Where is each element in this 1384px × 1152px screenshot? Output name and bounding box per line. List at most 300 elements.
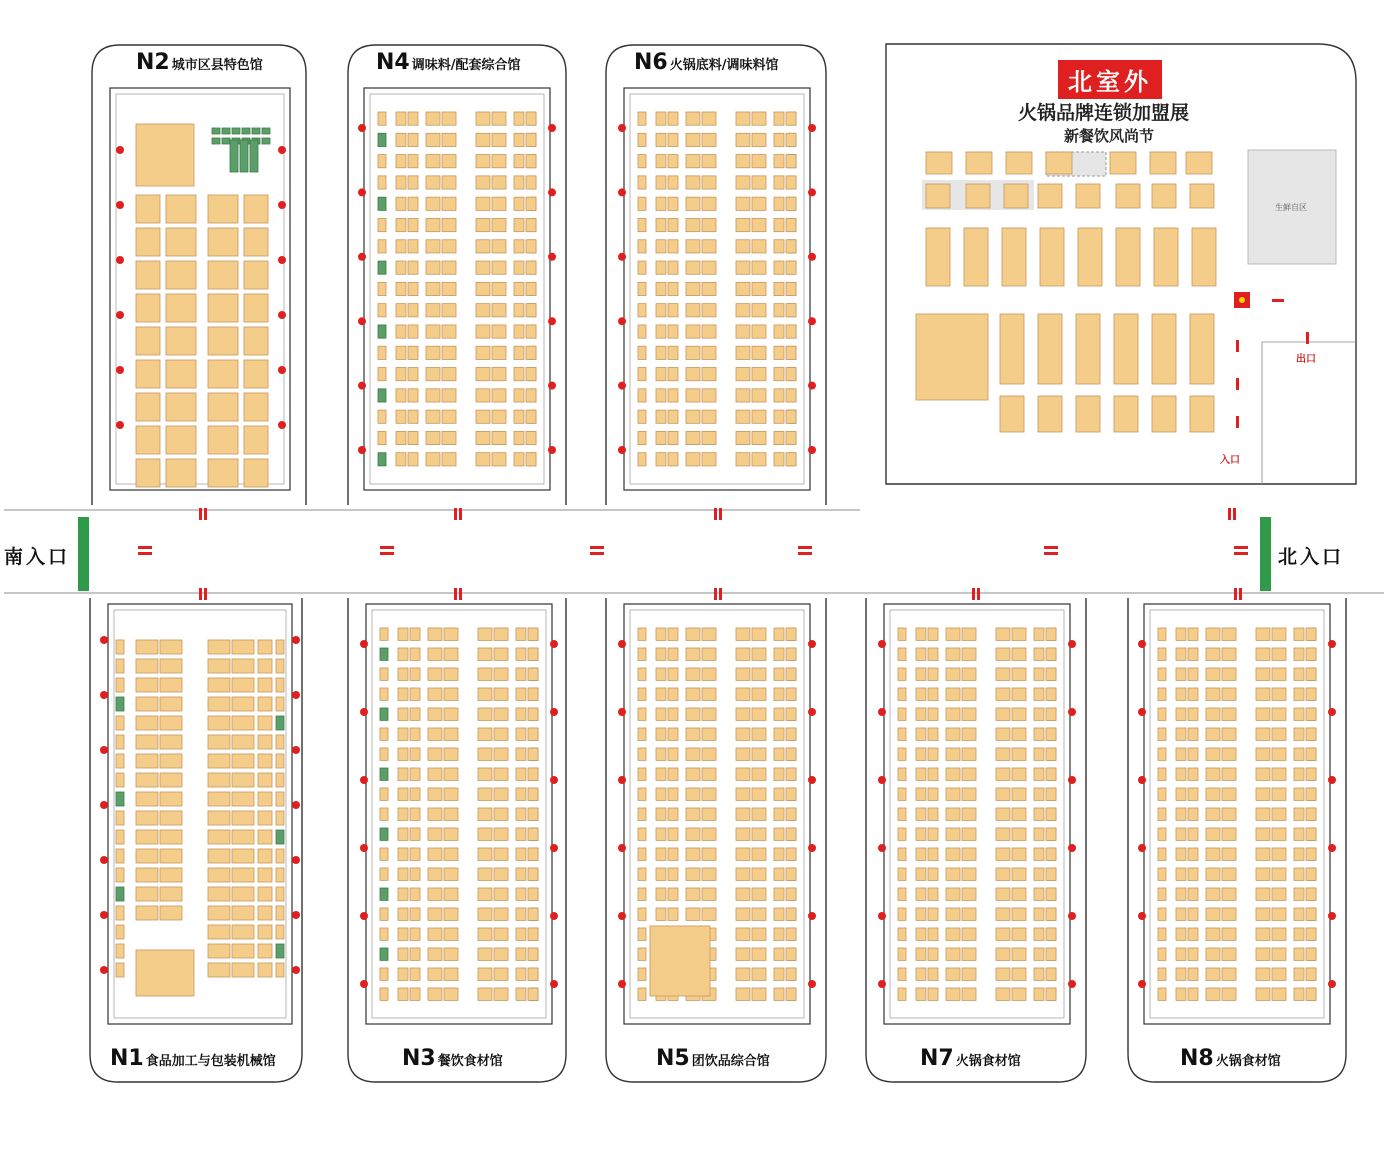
booth[interactable] (1206, 808, 1220, 820)
booth[interactable] (1272, 748, 1286, 760)
booth[interactable] (736, 218, 750, 231)
booth[interactable] (426, 325, 440, 338)
booth[interactable] (668, 155, 678, 168)
booth[interactable] (428, 668, 442, 680)
booth[interactable] (774, 668, 784, 680)
booth[interactable] (962, 628, 976, 640)
booth[interactable] (1272, 928, 1286, 940)
booth[interactable] (398, 668, 408, 680)
booth[interactable] (774, 868, 784, 880)
booth[interactable] (1046, 152, 1072, 174)
booth[interactable] (232, 830, 254, 844)
booth[interactable] (928, 908, 938, 920)
booth[interactable] (736, 708, 750, 720)
booth[interactable] (1294, 828, 1304, 840)
booth[interactable] (526, 176, 536, 189)
booth[interactable] (1188, 928, 1198, 940)
booth[interactable] (1306, 728, 1316, 740)
green-booth[interactable] (378, 453, 386, 466)
booth[interactable] (656, 325, 666, 338)
booth[interactable] (428, 648, 442, 660)
booth[interactable] (1294, 648, 1304, 660)
booth[interactable] (686, 304, 700, 317)
booth[interactable] (928, 968, 938, 980)
booth[interactable] (136, 124, 194, 186)
booth[interactable] (1222, 828, 1236, 840)
booth[interactable] (1306, 908, 1316, 920)
booth[interactable] (656, 808, 666, 820)
green-booth[interactable] (380, 828, 388, 840)
booth[interactable] (1040, 228, 1064, 286)
booth[interactable] (442, 176, 456, 189)
booth[interactable] (786, 828, 796, 840)
booth[interactable] (516, 768, 526, 780)
booth[interactable] (1294, 748, 1304, 760)
booth[interactable] (396, 304, 406, 317)
booth[interactable] (258, 659, 272, 673)
booth[interactable] (702, 197, 716, 210)
booth[interactable] (786, 848, 796, 860)
booth[interactable] (516, 708, 526, 720)
booth[interactable] (668, 808, 678, 820)
booth[interactable] (1256, 708, 1270, 720)
booth[interactable] (398, 948, 408, 960)
booth[interactable] (476, 410, 490, 423)
booth[interactable] (916, 688, 926, 700)
booth[interactable] (686, 648, 700, 660)
booth[interactable] (398, 768, 408, 780)
booth[interactable] (786, 768, 796, 780)
booth[interactable] (444, 948, 458, 960)
booth[interactable] (410, 988, 420, 1000)
booth[interactable] (478, 908, 492, 920)
booth[interactable] (668, 431, 678, 444)
booth[interactable] (478, 768, 492, 780)
booth[interactable] (116, 963, 124, 977)
booth[interactable] (232, 659, 254, 673)
booth[interactable] (1114, 314, 1138, 384)
booth[interactable] (1034, 748, 1044, 760)
booth[interactable] (1222, 808, 1236, 820)
booth[interactable] (1012, 988, 1026, 1000)
booth[interactable] (426, 368, 440, 381)
booth[interactable] (638, 346, 646, 359)
booth[interactable] (656, 410, 666, 423)
booth[interactable] (686, 688, 700, 700)
booth[interactable] (410, 728, 420, 740)
green-booth[interactable] (262, 138, 270, 144)
booth[interactable] (514, 112, 524, 125)
booth[interactable] (244, 459, 268, 487)
booth[interactable] (426, 453, 440, 466)
booth[interactable] (1256, 928, 1270, 940)
booth[interactable] (774, 240, 784, 253)
booth[interactable] (928, 668, 938, 680)
booth[interactable] (686, 197, 700, 210)
booth[interactable] (638, 410, 646, 423)
booth[interactable] (1188, 988, 1198, 1000)
booth[interactable] (774, 155, 784, 168)
booth[interactable] (996, 828, 1010, 840)
booth[interactable] (1188, 628, 1198, 640)
booth[interactable] (160, 716, 182, 730)
booth[interactable] (528, 868, 538, 880)
booth[interactable] (136, 393, 160, 421)
booth[interactable] (166, 459, 196, 487)
booth[interactable] (966, 184, 990, 208)
booth[interactable] (686, 176, 700, 189)
booth[interactable] (410, 628, 420, 640)
booth[interactable] (516, 948, 526, 960)
booth[interactable] (1188, 828, 1198, 840)
booth[interactable] (442, 389, 456, 402)
booth[interactable] (928, 768, 938, 780)
booth[interactable] (516, 848, 526, 860)
booth[interactable] (752, 218, 766, 231)
booth[interactable] (442, 112, 456, 125)
booth[interactable] (426, 261, 440, 274)
booth[interactable] (258, 773, 272, 787)
booth[interactable] (926, 184, 950, 208)
booth[interactable] (494, 808, 508, 820)
booth[interactable] (408, 218, 418, 231)
booth[interactable] (752, 648, 766, 660)
booth[interactable] (136, 459, 160, 487)
booth[interactable] (208, 327, 238, 355)
booth[interactable] (410, 948, 420, 960)
booth[interactable] (514, 325, 524, 338)
booth[interactable] (1046, 748, 1056, 760)
booth[interactable] (686, 868, 700, 880)
booth[interactable] (116, 811, 124, 825)
booth[interactable] (1116, 228, 1140, 286)
booth[interactable] (752, 112, 766, 125)
booth[interactable] (232, 906, 254, 920)
booth[interactable] (160, 640, 182, 654)
booth[interactable] (1222, 768, 1236, 780)
booth[interactable] (444, 908, 458, 920)
booth[interactable] (276, 678, 284, 692)
booth[interactable] (668, 688, 678, 700)
booth[interactable] (898, 748, 906, 760)
booth[interactable] (444, 728, 458, 740)
booth[interactable] (208, 228, 238, 256)
booth[interactable] (426, 197, 440, 210)
booth[interactable] (1034, 948, 1044, 960)
booth[interactable] (410, 888, 420, 900)
booth[interactable] (232, 735, 254, 749)
booth[interactable] (528, 848, 538, 860)
booth[interactable] (1176, 728, 1186, 740)
booth[interactable] (378, 304, 386, 317)
booth[interactable] (786, 218, 796, 231)
booth[interactable] (736, 668, 750, 680)
booth[interactable] (752, 304, 766, 317)
green-booth[interactable] (222, 138, 230, 144)
booth[interactable] (398, 908, 408, 920)
booth[interactable] (668, 133, 678, 146)
booth[interactable] (1272, 788, 1286, 800)
booth[interactable] (898, 828, 906, 840)
green-booth[interactable] (250, 140, 258, 172)
booth[interactable] (514, 218, 524, 231)
booth[interactable] (494, 868, 508, 880)
booth[interactable] (638, 304, 646, 317)
booth[interactable] (786, 112, 796, 125)
booth[interactable] (494, 888, 508, 900)
booth[interactable] (916, 648, 926, 660)
booth[interactable] (1046, 908, 1056, 920)
booth[interactable] (494, 628, 508, 640)
booth[interactable] (1158, 788, 1166, 800)
green-booth[interactable] (116, 697, 124, 711)
booth[interactable] (1012, 948, 1026, 960)
booth[interactable] (380, 688, 388, 700)
south-entrance-label[interactable]: 南入口 (4, 546, 71, 568)
booth[interactable] (136, 678, 158, 692)
booth[interactable] (276, 754, 284, 768)
booth[interactable] (928, 848, 938, 860)
booth[interactable] (276, 849, 284, 863)
booth[interactable] (1272, 808, 1286, 820)
booth[interactable] (1034, 988, 1044, 1000)
green-booth[interactable] (276, 716, 284, 730)
booth[interactable] (686, 848, 700, 860)
booth[interactable] (426, 218, 440, 231)
booth[interactable] (686, 282, 700, 295)
booth[interactable] (736, 368, 750, 381)
booth[interactable] (492, 304, 506, 317)
booth[interactable] (736, 389, 750, 402)
booth[interactable] (962, 788, 976, 800)
booth[interactable] (656, 628, 666, 640)
booth[interactable] (136, 811, 158, 825)
booth[interactable] (476, 368, 490, 381)
booth[interactable] (686, 453, 700, 466)
booth[interactable] (1206, 848, 1220, 860)
booth[interactable] (442, 197, 456, 210)
booth[interactable] (962, 668, 976, 680)
booth[interactable] (1034, 888, 1044, 900)
booth[interactable] (752, 988, 766, 1000)
booth[interactable] (378, 176, 386, 189)
booth[interactable] (702, 688, 716, 700)
booth[interactable] (244, 360, 268, 388)
booth[interactable] (752, 133, 766, 146)
booth[interactable] (668, 748, 678, 760)
booth[interactable] (514, 346, 524, 359)
booth[interactable] (428, 948, 442, 960)
booth[interactable] (996, 628, 1010, 640)
booth[interactable] (208, 944, 230, 958)
booth[interactable] (116, 659, 124, 673)
booth[interactable] (166, 327, 196, 355)
booth[interactable] (1176, 748, 1186, 760)
booth[interactable] (786, 668, 796, 680)
booth[interactable] (514, 261, 524, 274)
booth[interactable] (208, 792, 230, 806)
booth[interactable] (1306, 988, 1316, 1000)
booth[interactable] (136, 868, 158, 882)
booth[interactable] (638, 176, 646, 189)
booth[interactable] (1256, 648, 1270, 660)
booth[interactable] (428, 688, 442, 700)
booth[interactable] (136, 906, 158, 920)
booth[interactable] (492, 368, 506, 381)
hall-label-n6[interactable] (634, 50, 778, 75)
booth[interactable] (1294, 988, 1304, 1000)
booth[interactable] (116, 640, 124, 654)
booth[interactable] (702, 648, 716, 660)
booth[interactable] (258, 849, 272, 863)
booth[interactable] (786, 868, 796, 880)
booth[interactable] (408, 112, 418, 125)
booth[interactable] (1306, 868, 1316, 880)
green-booth[interactable] (276, 830, 284, 844)
booth[interactable] (1158, 808, 1166, 820)
booth[interactable] (408, 325, 418, 338)
booth[interactable] (656, 346, 666, 359)
booth[interactable] (638, 133, 646, 146)
booth[interactable] (526, 133, 536, 146)
booth[interactable] (516, 908, 526, 920)
booth[interactable] (774, 888, 784, 900)
booth[interactable] (478, 848, 492, 860)
booth[interactable] (668, 848, 678, 860)
booth[interactable] (1206, 628, 1220, 640)
booth[interactable] (208, 697, 230, 711)
booth[interactable] (428, 828, 442, 840)
booth[interactable] (656, 197, 666, 210)
booth[interactable] (656, 708, 666, 720)
booth[interactable] (476, 389, 490, 402)
booth[interactable] (410, 708, 420, 720)
booth[interactable] (208, 393, 238, 421)
booth[interactable] (638, 868, 646, 880)
booth[interactable] (668, 768, 678, 780)
booth[interactable] (478, 628, 492, 640)
booth[interactable] (514, 197, 524, 210)
booth[interactable] (428, 868, 442, 880)
booth[interactable] (1222, 788, 1236, 800)
booth[interactable] (426, 346, 440, 359)
booth[interactable] (232, 773, 254, 787)
booth[interactable] (426, 282, 440, 295)
booth[interactable] (478, 968, 492, 980)
booth[interactable] (1206, 988, 1220, 1000)
booth[interactable] (656, 261, 666, 274)
booth[interactable] (232, 925, 254, 939)
booth[interactable] (686, 261, 700, 274)
booth[interactable] (428, 988, 442, 1000)
booth[interactable] (656, 133, 666, 146)
booth[interactable] (408, 176, 418, 189)
booth[interactable] (516, 628, 526, 640)
booth[interactable] (1188, 708, 1198, 720)
booth[interactable] (396, 112, 406, 125)
green-booth[interactable] (380, 948, 388, 960)
booth[interactable] (492, 346, 506, 359)
green-booth[interactable] (378, 133, 386, 146)
booth[interactable] (1046, 788, 1056, 800)
hall-label-n4[interactable] (376, 50, 520, 75)
booth[interactable] (1158, 908, 1166, 920)
green-booth[interactable] (212, 138, 220, 144)
booth[interactable] (786, 648, 796, 660)
booth[interactable] (516, 648, 526, 660)
booth[interactable] (410, 868, 420, 880)
booth[interactable] (1004, 184, 1028, 208)
booth[interactable] (668, 668, 678, 680)
booth[interactable] (398, 848, 408, 860)
booth[interactable] (232, 963, 254, 977)
green-booth[interactable] (252, 128, 260, 134)
booth[interactable] (1206, 828, 1220, 840)
booth[interactable] (514, 155, 524, 168)
booth[interactable] (442, 240, 456, 253)
booth[interactable] (528, 788, 538, 800)
booth[interactable] (752, 788, 766, 800)
booth[interactable] (136, 360, 160, 388)
booth[interactable] (736, 197, 750, 210)
booth[interactable] (492, 431, 506, 444)
booth[interactable] (686, 828, 700, 840)
booth[interactable] (1012, 908, 1026, 920)
booth[interactable] (656, 868, 666, 880)
booth[interactable] (442, 218, 456, 231)
booth[interactable] (476, 197, 490, 210)
booth[interactable] (736, 261, 750, 274)
booth[interactable] (232, 716, 254, 730)
booth[interactable] (1076, 396, 1100, 432)
booth[interactable] (1012, 708, 1026, 720)
booth[interactable] (786, 948, 796, 960)
booth[interactable] (1176, 888, 1186, 900)
booth[interactable] (478, 948, 492, 960)
booth[interactable] (898, 628, 906, 640)
booth[interactable] (786, 808, 796, 820)
booth[interactable] (702, 848, 716, 860)
booth[interactable] (492, 453, 506, 466)
green-booth[interactable] (276, 944, 284, 958)
booth[interactable] (774, 748, 784, 760)
booth[interactable] (1306, 628, 1316, 640)
booth[interactable] (1046, 948, 1056, 960)
booth[interactable] (1012, 788, 1026, 800)
booth[interactable] (1034, 628, 1044, 640)
booth[interactable] (398, 808, 408, 820)
booth[interactable] (656, 908, 666, 920)
booth[interactable] (514, 282, 524, 295)
booth[interactable] (276, 697, 284, 711)
booth[interactable] (136, 830, 158, 844)
booth[interactable] (380, 868, 388, 880)
booth[interactable] (928, 708, 938, 720)
booth[interactable] (928, 748, 938, 760)
booth[interactable] (686, 240, 700, 253)
booth[interactable] (396, 346, 406, 359)
booth[interactable] (1012, 968, 1026, 980)
booth[interactable] (702, 728, 716, 740)
green-booth[interactable] (240, 140, 248, 172)
booth[interactable] (396, 282, 406, 295)
booth[interactable] (1222, 908, 1236, 920)
booth[interactable] (916, 908, 926, 920)
booth[interactable] (276, 887, 284, 901)
booth[interactable] (786, 708, 796, 720)
booth[interactable] (736, 888, 750, 900)
booth[interactable] (656, 788, 666, 800)
